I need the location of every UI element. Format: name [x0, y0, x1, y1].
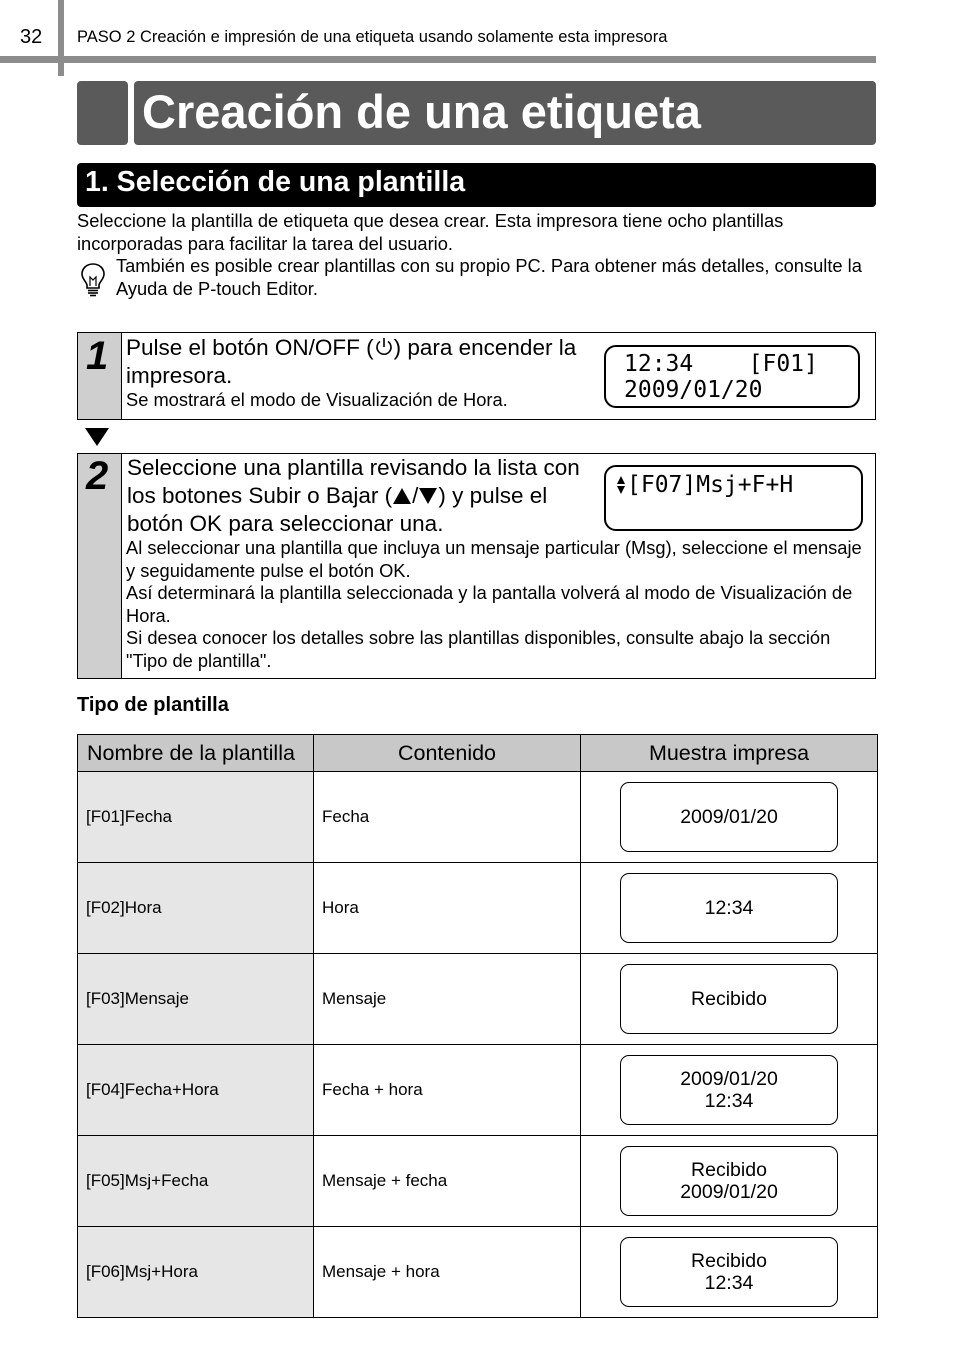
sample-line-2: 12:34	[704, 1272, 754, 1294]
lcd-line-1: [F07]Msj+F+H	[627, 472, 794, 498]
step-1-number: 1	[86, 334, 109, 378]
step-1-instruction-part1: Pulse el botón ON/OFF (	[126, 335, 374, 360]
step-2-number: 2	[86, 454, 109, 498]
triangle-up-icon	[392, 487, 412, 505]
template-name: [F03]Mensaje	[78, 954, 314, 1045]
sample-label	[620, 1146, 838, 1216]
step-1-instruction	[126, 334, 596, 390]
template-content: Mensaje + fecha	[314, 1136, 581, 1227]
sample-line-1: 2009/01/20	[680, 1068, 778, 1090]
column-header-content: Contenido	[314, 735, 581, 772]
lcd-line-2: 2009/01/20	[624, 377, 763, 403]
table-row	[78, 1045, 878, 1136]
sample-label	[620, 1055, 838, 1125]
table-row	[78, 1227, 878, 1318]
template-content: Fecha	[314, 772, 581, 863]
sample-line-1: 2009/01/20	[680, 806, 778, 828]
template-table	[77, 734, 878, 1318]
sample-line-2: 2009/01/20	[680, 1181, 778, 1203]
table-row	[78, 1136, 878, 1227]
tip-text: También es posible crear plantillas con su propio PC. Para obtener más detalles, consulte la Ayuda de P-touch Editor.	[116, 255, 862, 299]
template-sample-cell	[581, 772, 878, 863]
lightbulb-icon	[80, 262, 106, 298]
up-down-arrow-icon	[616, 475, 626, 495]
step-2-instruction-part1: Seleccione una plantilla revisando la lista con los botones Subir o Bajar (	[127, 455, 580, 508]
sample-line-1: Recibido	[691, 988, 767, 1010]
page-number: 32	[20, 26, 43, 48]
lcd-display-step-2	[604, 465, 863, 531]
sample-label	[620, 964, 838, 1034]
title-square-decoration	[77, 81, 128, 145]
intro-paragraph: Seleccione la plantilla de etiqueta que desea crear. Esta impresora tiene ocho plantillas incorporadas para facilitar la tarea del usuario.	[77, 210, 784, 254]
chapter-title: Creación de una etiqueta	[142, 85, 701, 138]
column-header-name: Nombre de la plantilla	[78, 735, 314, 772]
step-2-notes	[126, 537, 866, 672]
table-heading: Tipo de plantilla	[77, 694, 229, 716]
step-2-instruction: Seleccione una plantilla revisando la lista con los botones Subir o Bajar ( / ) y pulse el botón OK para seleccionar una.	[127, 455, 580, 536]
column-header-sample: Muestra impresa	[581, 735, 878, 772]
template-content: Fecha + hora	[314, 1045, 581, 1136]
lcd-line-1: 12:34 [F01]	[624, 351, 818, 377]
sample-line-2: 12:34	[704, 1090, 754, 1112]
table-row	[78, 772, 878, 863]
template-name: [F02]Hora	[78, 863, 314, 954]
power-icon	[374, 336, 394, 358]
template-name: [F05]Msj+Fecha	[78, 1136, 314, 1227]
header-horizontal-rule	[0, 56, 876, 63]
table-row	[78, 863, 878, 954]
arrow-down-icon	[85, 428, 109, 446]
sample-line-1: 12:34	[704, 897, 754, 919]
table-row	[78, 954, 878, 1045]
template-sample-cell	[581, 954, 878, 1045]
sample-label	[620, 782, 838, 852]
template-sample-cell	[581, 1227, 878, 1318]
sample-label	[620, 873, 838, 943]
sample-line-1: Recibido	[691, 1159, 767, 1181]
template-sample-cell	[581, 1045, 878, 1136]
step-2-note-3: Si desea conocer los detalles sobre las plantillas disponibles, consulte abajo la sección "Tipo de plantilla".	[126, 627, 831, 671]
step-1-note: Se mostrará el modo de Visualización de Hora.	[126, 389, 508, 410]
header-vertical-rule	[58, 0, 64, 76]
template-content: Mensaje + hora	[314, 1227, 581, 1318]
template-name: [F06]Msj+Hora	[78, 1227, 314, 1318]
lcd-display-step-1	[604, 345, 860, 408]
template-sample-cell	[581, 1136, 878, 1227]
template-sample-cell	[581, 863, 878, 954]
step-1-instruction-part2: ) para encender la impresora.	[126, 335, 577, 388]
step-2-note-2: Así determinará la plantilla seleccionada y la pantalla volverá al modo de Visualización de Hora.	[126, 582, 853, 626]
sample-label	[620, 1237, 838, 1307]
template-name: [F01]Fecha	[78, 772, 314, 863]
step-2-instruction-part2: ) y pulse el botón OK para seleccionar una.	[127, 483, 548, 536]
triangle-down-icon	[418, 487, 438, 505]
section-title: 1. Selección de una plantilla	[85, 166, 466, 198]
template-content: Hora	[314, 863, 581, 954]
running-head: PASO 2 Creación e impresión de una etiqueta usando solamente esta impresora	[77, 28, 668, 46]
sample-line-1: Recibido	[691, 1250, 767, 1272]
template-name: [F04]Fecha+Hora	[78, 1045, 314, 1136]
step-2-note-1: Al seleccionar una plantilla que incluya un mensaje particular (Msg), seleccione el mensaje y seguidamente pulse el botón OK.	[126, 537, 862, 581]
table-header-row	[78, 735, 878, 772]
template-content: Mensaje	[314, 954, 581, 1045]
